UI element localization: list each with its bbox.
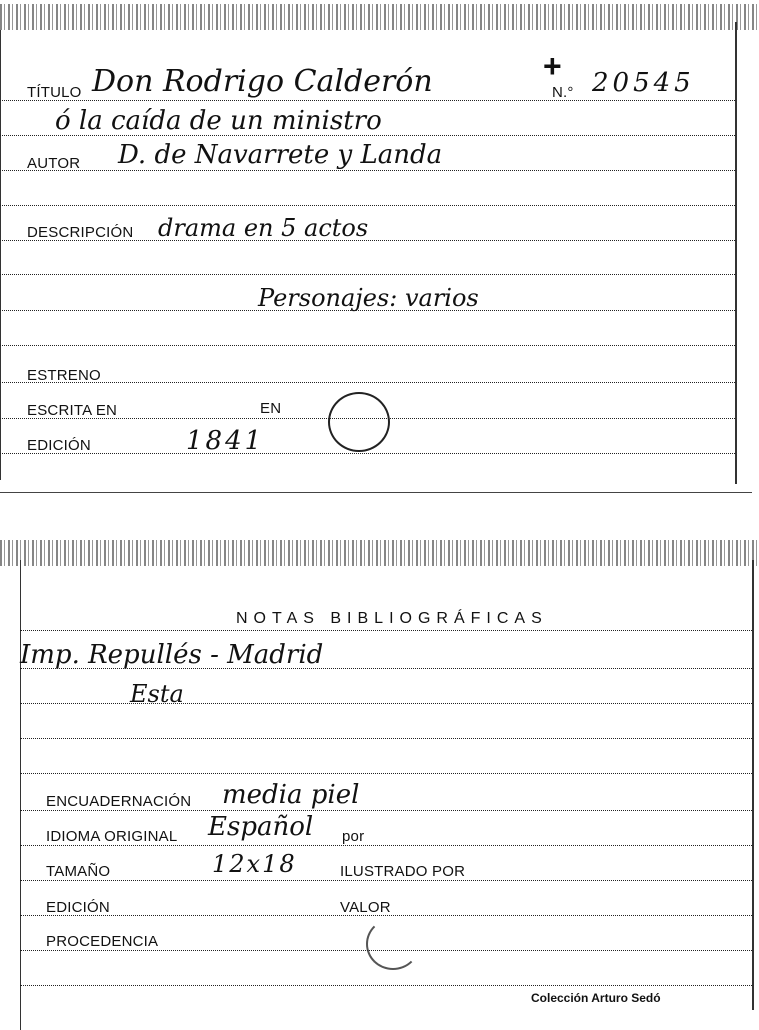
rule-5 — [0, 240, 735, 241]
estreno-label: ESTRENO — [27, 367, 101, 384]
notas-heading: NOTAS BIBLIOGRÁFICAS — [236, 610, 548, 627]
rule-b4 — [20, 738, 752, 739]
nota-line-1: Imp. Repullés - Madrid — [20, 640, 324, 670]
rule-b1 — [20, 630, 752, 631]
rule-11 — [0, 453, 735, 454]
idioma-label: IDIOMA ORIGINAL — [46, 828, 178, 845]
autor-value: D. de Navarrete y Landa — [118, 140, 443, 170]
tamano-label: TAMAÑO — [46, 863, 111, 880]
edicion-label-2: EDICIÓN — [46, 899, 110, 916]
catalog-card-front — [0, 0, 759, 495]
titulo-value: Don Rodrigo Calderón — [92, 64, 433, 99]
rule-b10 — [20, 950, 752, 951]
titulo-label: TÍTULO — [27, 84, 82, 101]
rule-b3 — [20, 703, 752, 704]
idioma-value: Español — [208, 812, 314, 842]
scan-noise-top — [0, 4, 759, 30]
rule-4 — [0, 205, 735, 206]
scan-noise-bottom — [0, 540, 759, 566]
en-label: EN — [260, 400, 282, 417]
descripcion-label: DESCRIPCIÓN — [27, 224, 134, 241]
collection-footer: Colección Arturo Sedó — [531, 991, 661, 1005]
encuadernacion-label: ENCUADERNACIÓN — [46, 793, 192, 810]
titulo-value-line2: ó la caída de un ministro — [55, 106, 382, 136]
rule-b11 — [20, 985, 752, 986]
encuadernacion-value: media piel — [222, 780, 360, 810]
descripcion-value: drama en 5 actos — [158, 214, 369, 242]
autor-label: AUTOR — [27, 155, 81, 172]
por-label: por — [342, 828, 365, 845]
numero-value: 20545 — [592, 68, 695, 98]
card-right-edge-2 — [752, 560, 754, 1010]
procedencia-label: PROCEDENCIA — [46, 933, 159, 950]
catalog-card-back — [0, 540, 759, 1028]
tamano-value: 12x18 — [212, 850, 297, 878]
stamp-circle — [328, 392, 390, 452]
rule-7 — [0, 310, 735, 311]
ilustrado-label: ILUSTRADO POR — [340, 863, 466, 880]
rule-b2 — [20, 668, 752, 669]
rule-b7 — [20, 845, 752, 846]
nota-line-2: Esta — [130, 680, 184, 708]
rule-b5 — [20, 773, 752, 774]
edicion-label: EDICIÓN — [27, 437, 91, 454]
card-left-edge — [0, 30, 1, 480]
rule-8 — [0, 345, 735, 346]
card-right-edge — [735, 22, 737, 484]
rule-2 — [0, 135, 735, 136]
rule-9 — [0, 382, 735, 383]
numero-label: N.° — [552, 84, 574, 101]
rule-b8 — [20, 880, 752, 881]
rule-3 — [0, 170, 735, 171]
edicion-value: 1841 — [186, 426, 265, 456]
valor-label: VALOR — [340, 899, 391, 916]
cross-mark: + — [543, 48, 562, 84]
rule-b9 — [20, 915, 752, 916]
rule-1 — [0, 100, 735, 101]
rule-6 — [0, 274, 735, 275]
card-bottom-edge — [0, 492, 752, 493]
stamp-circle-2 — [366, 918, 420, 970]
personajes-value: Personajes: varios — [258, 284, 479, 312]
escrita-en-label: ESCRITA EN — [27, 402, 118, 419]
rule-b6 — [20, 810, 752, 811]
